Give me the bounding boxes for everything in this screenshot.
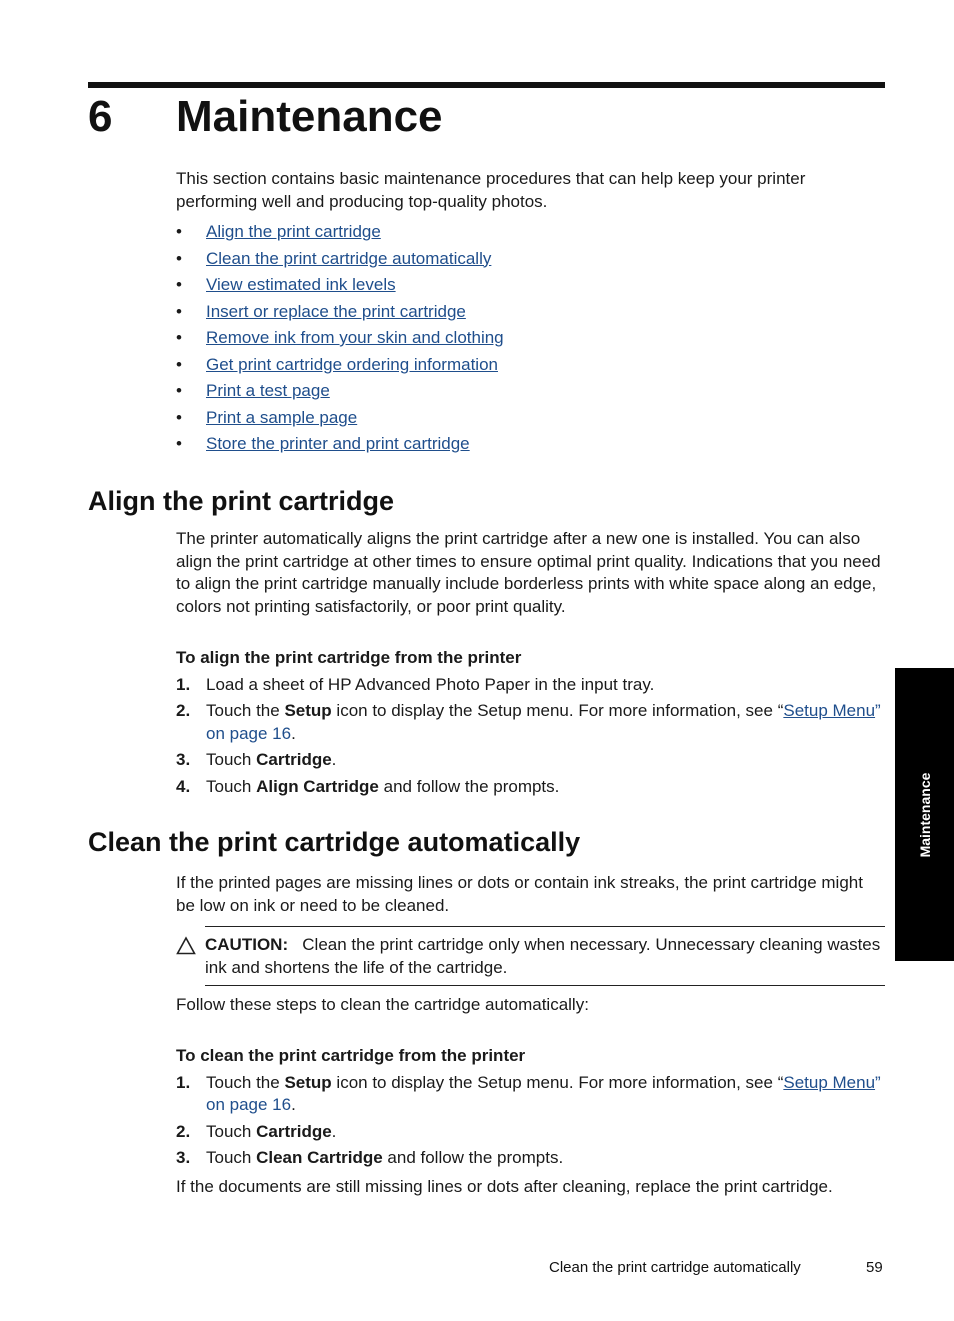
side-tab-label: Maintenance (916, 772, 933, 857)
toc-list (176, 219, 886, 458)
toc-link-remove-ink[interactable]: Remove ink from your skin and clothing (206, 328, 504, 347)
toc-item: • Insert or replace the print cartridge (176, 301, 466, 321)
align-heading: Align the print cartridge (88, 486, 395, 516)
toc-link-align[interactable]: Align the print cartridge (206, 222, 381, 241)
toc-link-insert[interactable]: Insert or replace the print cartridge (206, 301, 466, 321)
caution-note (176, 926, 885, 986)
clean-step-1: 1. Touch the Setup icon to display the Setup menu. For more information, see “Setup Menu” on page 16. (176, 1072, 881, 1114)
align-procedure-title: To align the print cartridge from the printer (176, 648, 522, 667)
chapter-top-rule (88, 82, 885, 88)
chapter-title-text: Maintenance (176, 92, 443, 141)
toc-link-clean[interactable]: Clean the print cartridge automatically (206, 248, 492, 268)
intro-paragraph: This section contains basic maintenance procedures that can help keep your printer performing well and producing top-quality photos. (176, 169, 806, 211)
toc-item: • Print a sample page (176, 407, 358, 427)
setup-menu-link[interactable]: Setup Menu (783, 1072, 876, 1092)
clean-body: If the printed pages are missing lines or dots or contain ink streaks, the print cartridge might be low on ink or need to be cleaned. (176, 873, 863, 915)
align-step-2: 2. Touch the Setup icon to display the Setup menu. For more information, see “Setup Menu” on page 16. (176, 701, 881, 743)
toc-item: • Print a test page (176, 381, 330, 400)
chapter-number: 6 (88, 92, 113, 141)
toc-item: • Remove ink from your skin and clothing (176, 328, 504, 347)
clean-procedure (176, 1045, 886, 1198)
clean-step-2: 2. Touch Cartridge. (176, 1121, 337, 1141)
align-procedure (176, 647, 886, 802)
toc-item: • View estimated ink levels (176, 275, 396, 294)
toc-link-store[interactable]: Store the printer and print cartridge (206, 434, 470, 453)
chapter-title (88, 92, 443, 142)
toc-item: • Align the print cartridge (176, 222, 381, 241)
align-step-1: 1. Load a sheet of HP Advanced Photo Paper in the input tray. (176, 674, 655, 694)
chapter-side-tab (895, 668, 954, 961)
page-ref-link[interactable]: ” on page 16 (206, 701, 881, 743)
footer-page-number: 59 (866, 1259, 883, 1276)
toc-link-test-page[interactable]: Print a test page (206, 381, 330, 400)
clean-heading: Clean the print cartridge automatically (88, 827, 581, 857)
clean-follow: Follow these steps to clean the cartridge automatically: (176, 995, 589, 1014)
setup-menu-link[interactable]: Setup Menu (783, 701, 876, 720)
toc-link-sample-page[interactable]: Print a sample page (206, 407, 358, 427)
caution-bottom-rule (205, 985, 885, 986)
toc-link-ordering[interactable]: Get print cartridge ordering information (206, 354, 498, 374)
toc-item: • Get print cartridge ordering information (176, 354, 498, 374)
clean-step-3: 3. Touch Clean Cartridge and follow the prompts. (176, 1148, 564, 1167)
footer-section-title: Clean the print cartridge automatically (549, 1259, 801, 1276)
clean-closing: If the documents are still missing lines or dots after cleaning, replace the print cartridge. (176, 1176, 833, 1196)
align-body: The printer automatically aligns the print cartridge after a new one is installed. You can also align the print cartridge at other times to ensure optimal print quality. Indications that you need to align the print cartridge manually include borderless prints with white space along an edge, colors not printing satisfactorily, or poor print quality. (176, 529, 881, 616)
toc-item: • Store the printer and print cartridge (176, 434, 470, 453)
clean-procedure-title: To clean the print cartridge from the printer (176, 1046, 526, 1065)
caution-top-rule (205, 926, 885, 927)
toc-link-ink-levels[interactable]: View estimated ink levels (206, 275, 396, 294)
caution-text: CAUTION: Clean the print cartridge only when necessary. Unnecessary cleaning wastes ink and shortens the life of the cartridge. (205, 935, 881, 977)
toc-item: • Clean the print cartridge automatically (176, 248, 492, 268)
page-ref-link[interactable]: ” on page 16 (206, 1072, 881, 1114)
align-step-3: 3. Touch Cartridge. (176, 750, 337, 769)
caution-triangle-icon (176, 936, 196, 956)
align-step-4: 4. Touch Align Cartridge and follow the prompts. (176, 776, 560, 796)
